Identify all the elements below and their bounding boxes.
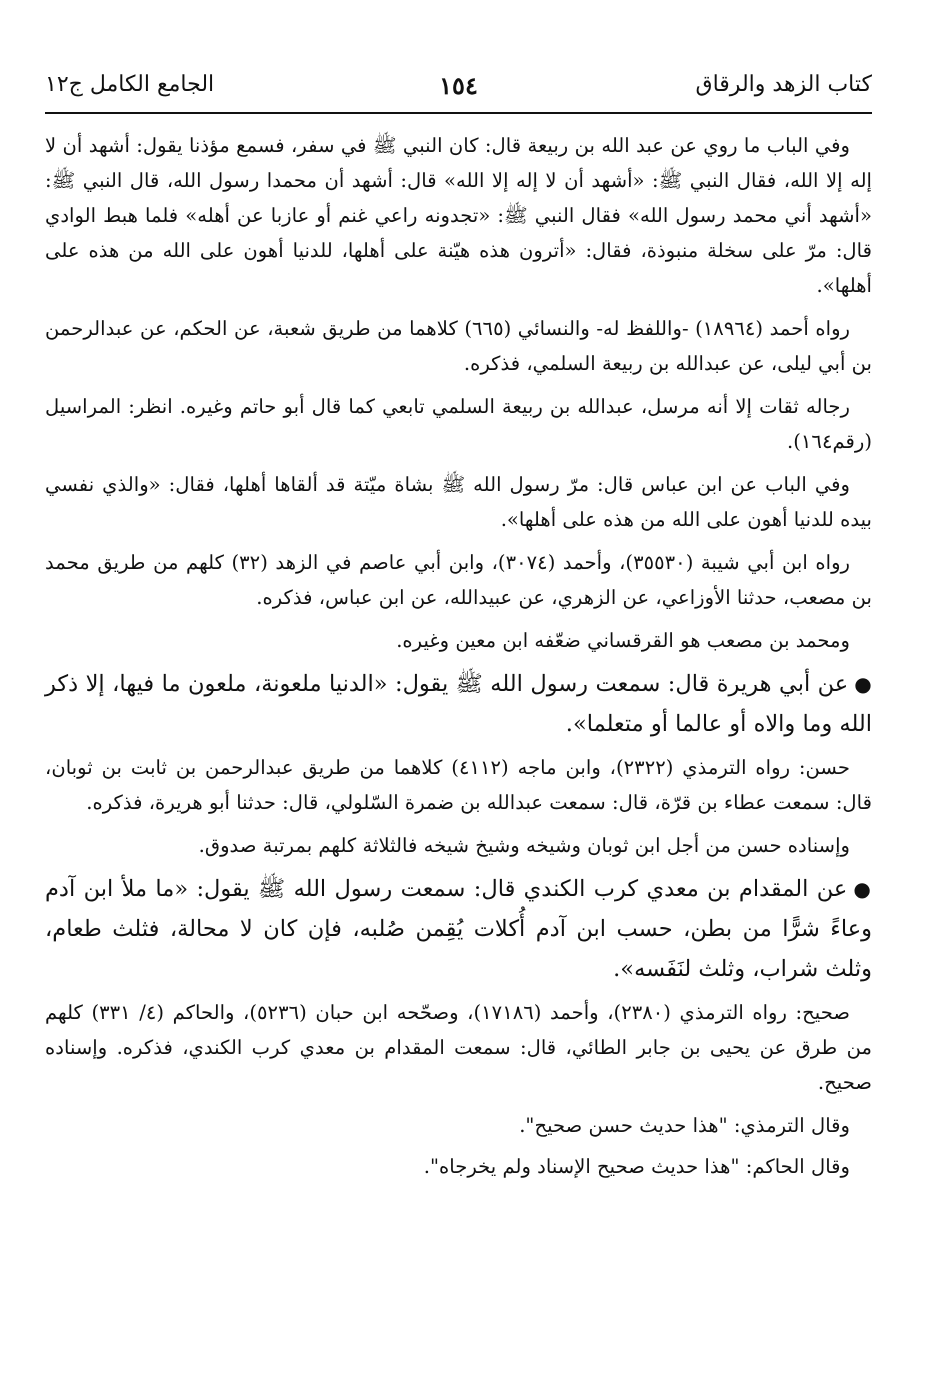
bullet-icon: ●	[854, 672, 872, 696]
book-title: كتاب الزهد والرقاق	[695, 72, 872, 97]
paragraph-1: وفي الباب ما روي عن عبد الله بن ربيعة قال: كان النبي ﷺ في سفر، فسمع مؤذنا يقول: أشهد أن لا إله إلا الله، فقال النبي ﷺ: «أشهد أن لا إله إلا الله» قال: أشهد أن محمدا رسول الله، قال النبي ﷺ: «أشهد أني محمد رسول الله» فقال النبي ﷺ: «تجدونه راعي غنم أو عازبا عن أهله» فلما هبط الوادي قال: مرّ على سخلة منبوذة، فقال: «أترون هذه هيّنة على أهلها، للدنيا أهون على الله من هذه على أهلها».	[45, 134, 872, 297]
paragraph-5: رواه ابن أبي شيبة (٣٥٥٣٠)، وأحمد (٣٠٧٤)، وابن أبي عاصم في الزهد (٣٢) كلهم من طريق محمد بن مصعب، حدثنا الأوزاعي، عن الزهري، عن عبيدالله، عن ابن عباس، فذكره.	[45, 551, 872, 609]
hadith-2	[45, 869, 872, 989]
running-header	[45, 66, 872, 106]
paragraph-12: وقال الترمذي: "هذا حديث حسن صحيح".	[519, 1114, 850, 1137]
paragraph-4: وفي الباب عن ابن عباس قال: مرّ رسول الله ﷺ بشاة ميّتة قد ألقاها أهلها، فقال: «والذي نفسي بيده للدنيا أهون على الله من هذه على أهلها».	[45, 473, 872, 531]
hadith-1	[45, 664, 872, 744]
paragraph-6: ومحمد بن مصعب هو القرقساني ضعّفه ابن معين وغيره.	[396, 629, 850, 652]
page-number: ١٥٤	[439, 71, 478, 100]
paragraph-13: وقال الحاكم: "هذا حديث صحيح الإسناد ولم يخرجاه".	[423, 1155, 850, 1178]
paragraph-8: حسن: رواه الترمذي (٢٣٢٢)، وابن ماجه (٤١١٢) كلاهما من طريق عبدالرحمن بن ثابت بن ثوبان، قال: سمعت عطاء بن قرّة، قال: سمعت عبدالله بن ضمرة السّلولي، قال: حدثنا أبو هريرة، فذكره.	[45, 756, 872, 814]
paragraph-2: رواه أحمد (١٨٩٦٤) -واللفظ له- والنسائي (٦٦٥) كلاهما من طريق شعبة، عن الحكم، عن عبدالرحمن بن أبي ليلى، عن عبدالله بن ربيعة السلمي، فذكره.	[45, 317, 872, 375]
series-title: الجامع الكامل ج١٢	[45, 72, 215, 97]
paragraph-9: وإسناده حسن من أجل ابن ثوبان وشيخه وشيخ شيخه فالثلاثة كلهم بمرتبة صدوق.	[198, 834, 850, 857]
hadith-2-text: عن المقدام بن معدي كرب الكندي قال: سمعت رسول الله ﷺ يقول: «ما ملأ ابن آدم وعاءً شرًّا من بطن، حسب ابن آدم أُكلات يُقِمن صُلبه، فإن كان لا محالة، فثلث طعام، وثلث شراب، وثلث لنَفَسه».	[45, 876, 872, 982]
paragraph-11: صحيح: رواه الترمذي (٢٣٨٠)، وأحمد (١٧١٨٦)، وصحّحه ابن حبان (٥٢٣٦)، والحاكم (٤/ ٣٣١) كلهم من طرق عن يحيى بن جابر الطائي، قال: سمعت المقدام بن معدي كرب الكندي، فذكره. وإسناده صحيح.	[45, 1001, 872, 1094]
page-body	[45, 128, 872, 1190]
book-page	[45, 0, 872, 1377]
bullet-icon: ●	[853, 877, 872, 901]
paragraph-3: رجاله ثقات إلا أنه مرسل، عبدالله بن ربيعة السلمي تابعي كما قال أبو حاتم وغيره. انظر: المراسيل (رقم١٦٤).	[45, 395, 872, 453]
header-rule	[45, 112, 872, 114]
hadith-1-text: عن أبي هريرة قال: سمعت رسول الله ﷺ يقول: «الدنيا ملعونة، ملعون ما فيها، إلا ذكر الله وما والاه أو عالما أو متعلما».	[45, 671, 872, 737]
